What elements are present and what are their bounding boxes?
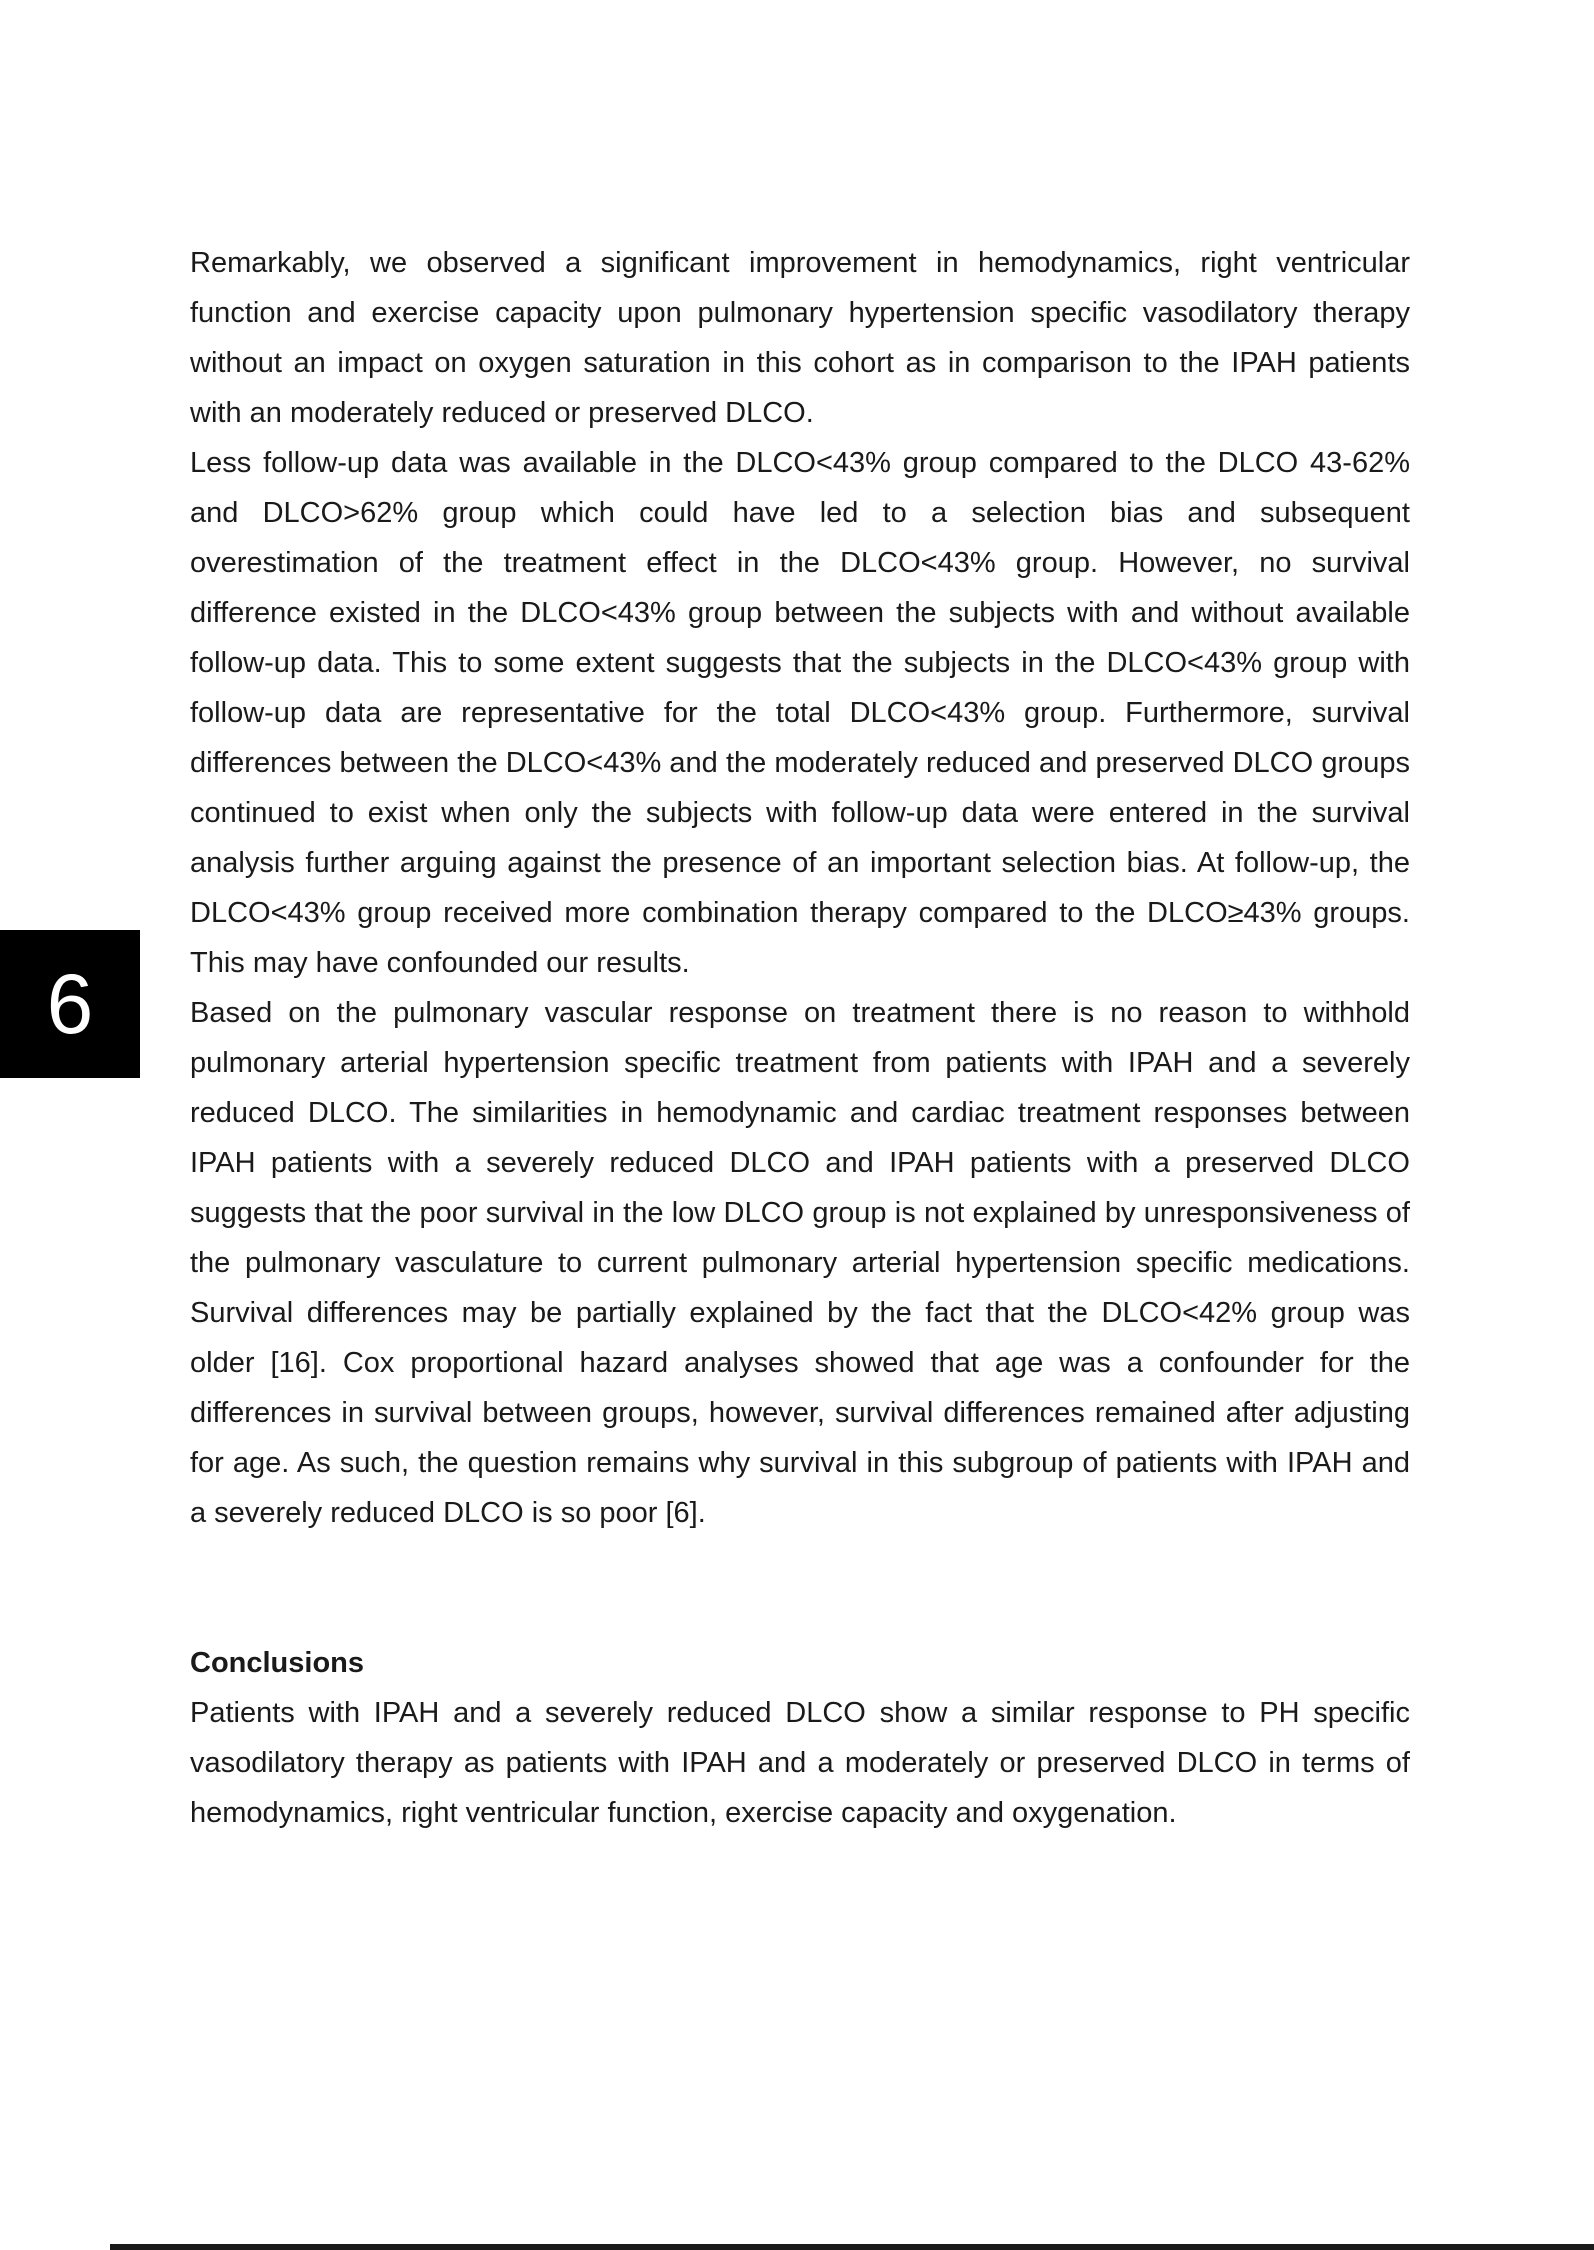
chapter-tab [0,930,140,1078]
page-bottom-edge [110,2244,1594,2250]
chapter-number: 6 [46,957,94,1051]
paragraph: Based on the pulmonary vascular response on treatment there is no reason to withhold pulmonary arterial hypertension specific treatment from patients with IPAH and a severely reduced DLCO. The similarities in hemodynamic and cardiac treatment responses between IPAH patients with a severely reduced DLCO and IPAH patients with a preserved DLCO suggests that the poor survival in the low DLCO group is not explained by unresponsiveness of the pulmonary vasculature to current pulmonary arterial hypertension specific medications. Survival differences may be partially explained by the fact that the DLCO<42% group was older [16]. Cox proportional hazard analyses showed that age was a confounder for the differences in survival between groups, however, survival differences remained after adjusting for age. As such, the question remains why survival in this subgroup of patients with IPAH and a severely reduced DLCO is so poor [6]. [190,997,1410,1529]
paragraph: Less follow-up data was available in the DLCO<43% group compared to the DLCO 43-62% and DLCO>62% group which could have led to a selection bias and subsequent overestimation of the treatment effect in the DLCO<43% group. However, no survival difference existed in the DLCO<43% group between the subjects with and without available follow-up data. This to some extent suggests that the subjects in the DLCO<43% group with follow-up data are representative for the total DLCO<43% group. Furthermore, survival differences between the DLCO<43% and the moderately reduced and preserved DLCO groups continued to exist when only the subjects with follow-up data were entered in the survival analysis further arguing against the presence of an important selection bias. At follow-up, the DLCO<43% group received more combination therapy compared to the DLCO≥43% groups. This may have confounded our results. [190,447,1410,979]
conclusions-heading: Conclusions [190,1647,365,1679]
paragraph: Remarkably, we observed a significant improvement in hemodynamics, right ventricular function and exercise capacity upon pulmonary hypertension specific vasodilatory therapy without an impact on oxygen saturation in this cohort as in comparison to the IPAH patients with an moderately reduced or preserved DLCO. [190,247,1410,429]
body-text [190,238,1410,1838]
conclusions-paragraph: Patients with IPAH and a severely reduced DLCO show a similar response to PH specific vasodilatory therapy as patients with IPAH and a moderately or preserved DLCO in terms of hemodynamics, right ventricular function, exercise capacity and oxygenation. [190,1697,1410,1829]
